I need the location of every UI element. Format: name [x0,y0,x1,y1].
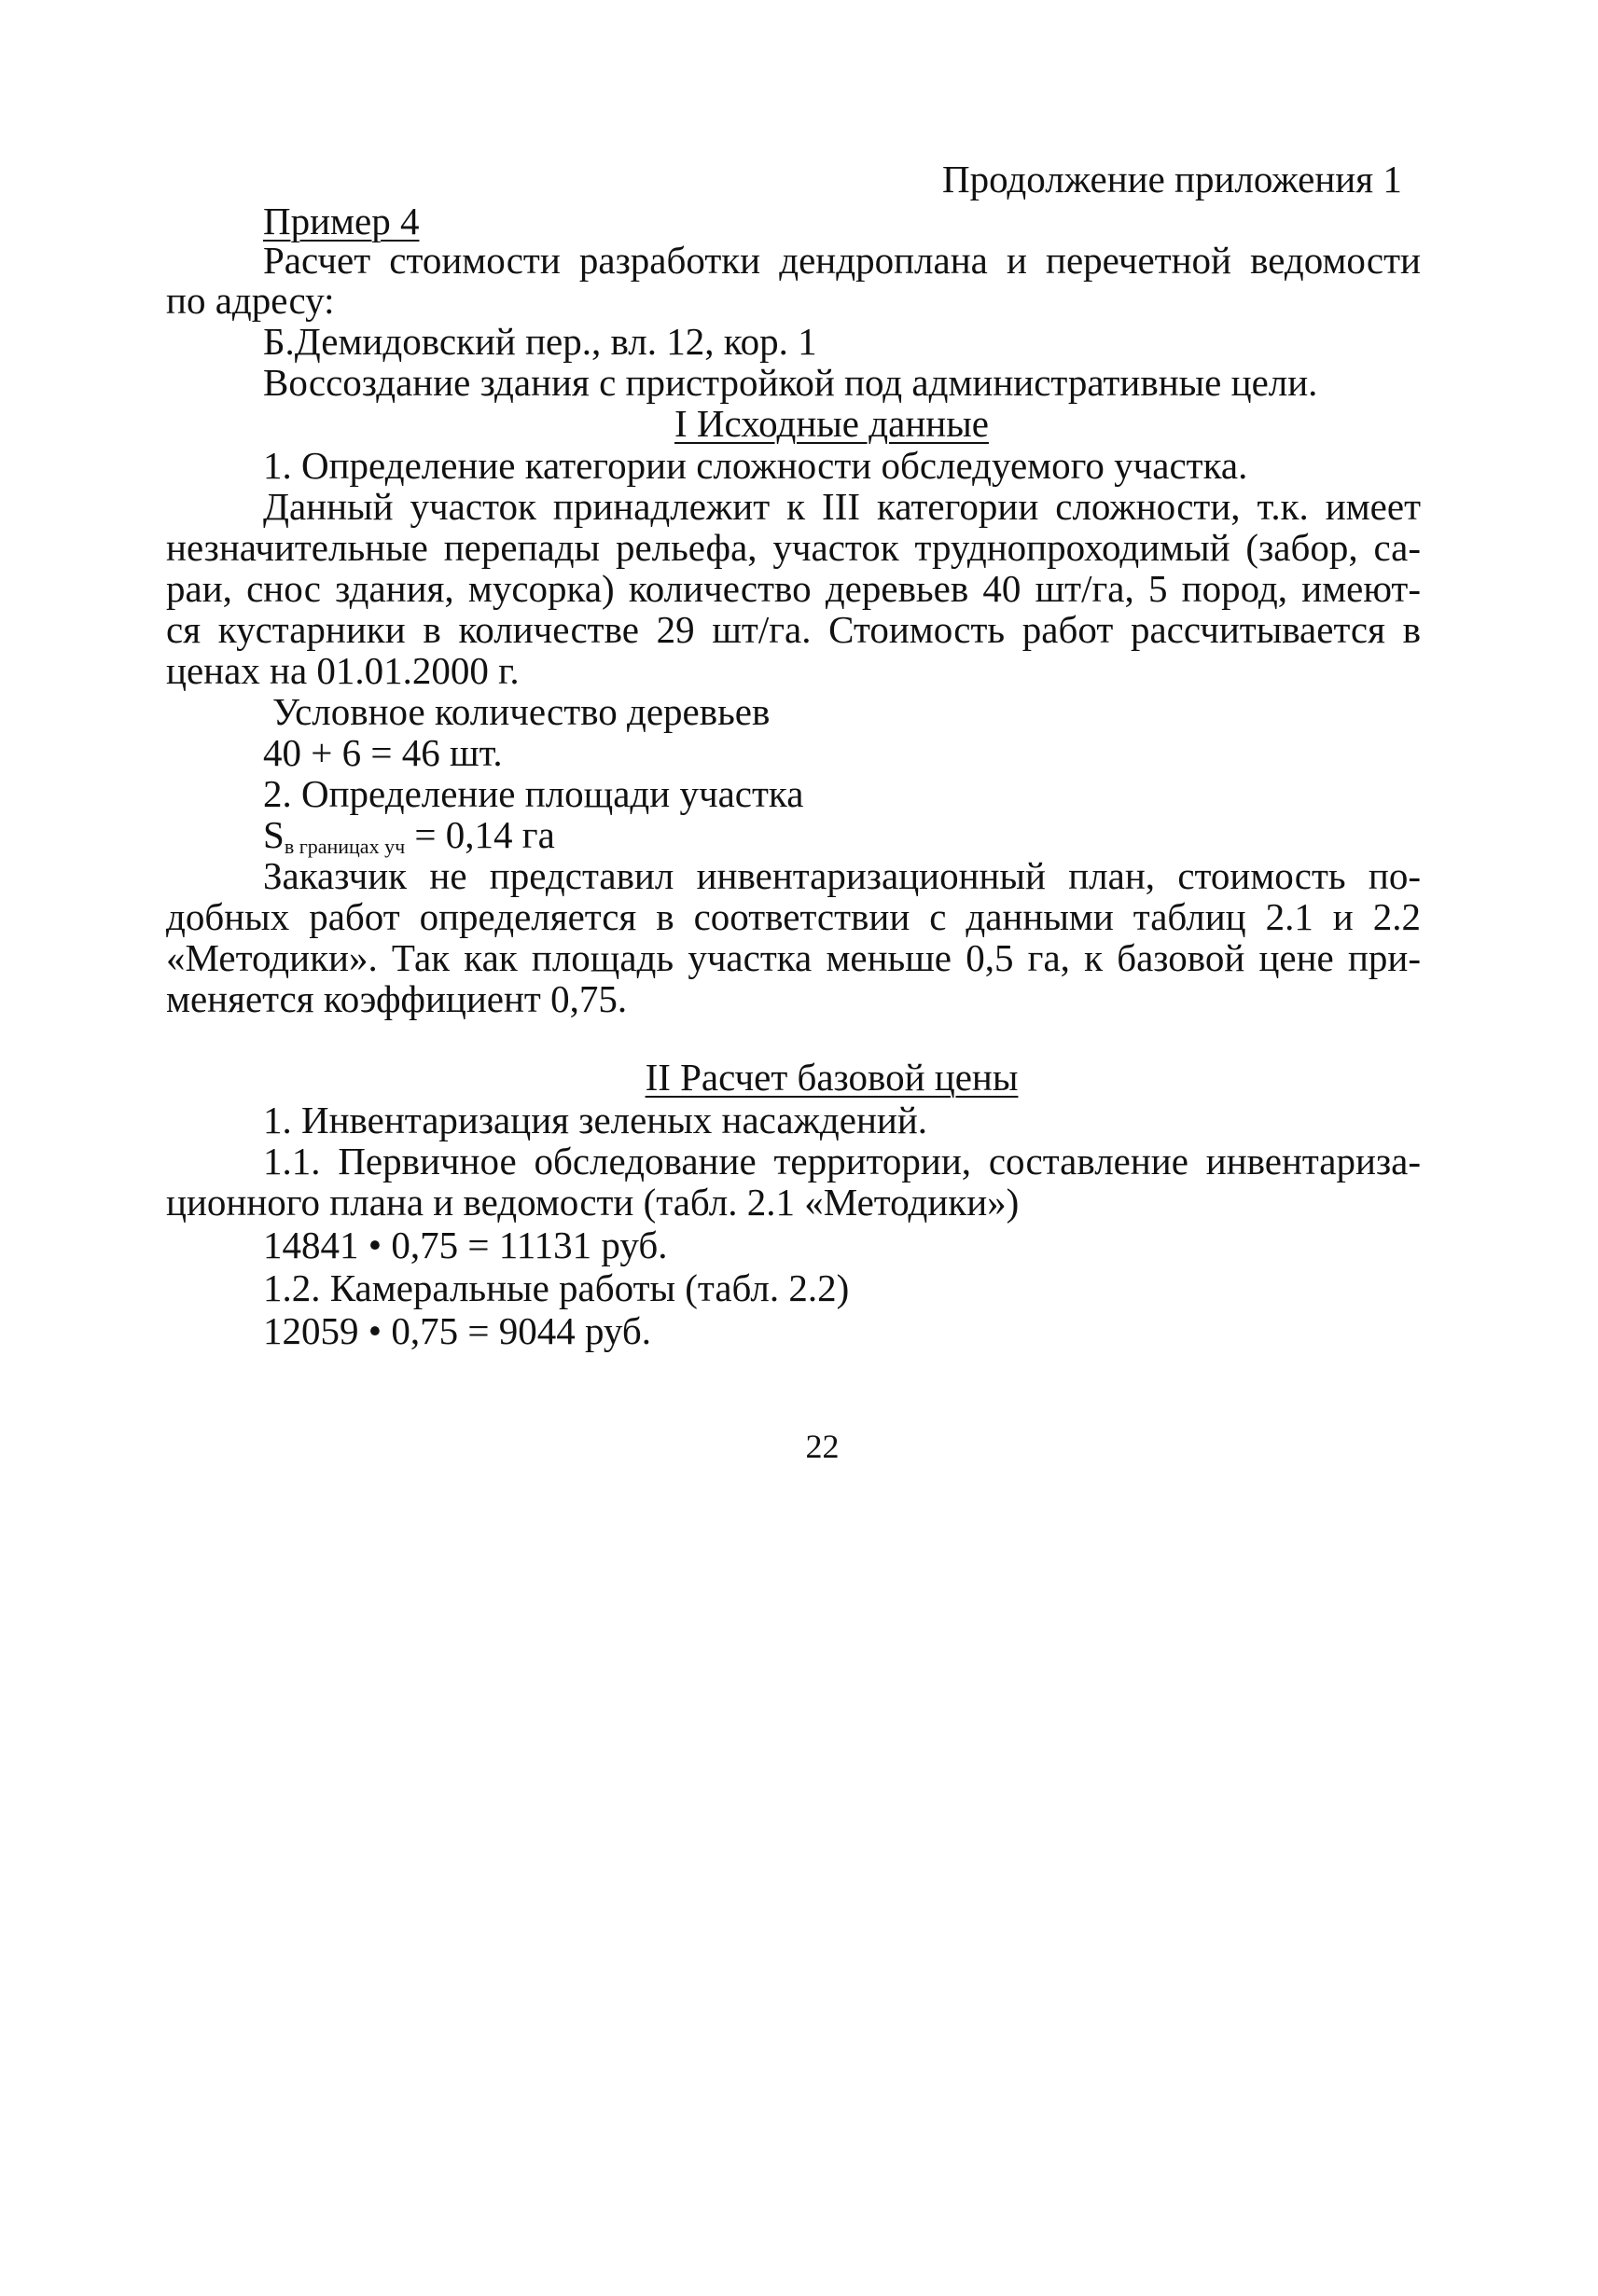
conditional-trees-label: Условное количество деревьев [272,690,771,733]
continuation-note: Продолжение приложения 1 [942,158,1402,201]
paragraph-1-line-4: ся кустарники в количестве 29 шт/га. Стоимость работ рассчитывается в [166,608,1421,651]
paragraph-2-line-3: «Методики». Так как площадь участка меньше 0,5 га, к базовой цене при- [166,936,1421,979]
calculation-1: 14841 • 0,75 = 11131 руб. [263,1224,668,1266]
area-symbol: S [263,813,285,856]
trees-formula: 40 + 6 = 46 шт. [263,731,503,774]
section-2-item-1-2: 1.2. Камеральные работы (табл. 2.2) [263,1266,850,1309]
paragraph-1-line-1: Данный участок принадлежит к III категории сложности, т.к. имеет [263,485,1421,528]
section-2-item-1: 1. Инвентаризация зеленых насаждений. [263,1099,928,1141]
area-value: = 0,14 га [414,813,555,856]
section-1-item-2: 2. Определение площади участка [263,772,804,815]
section-1-heading: I Исходные данные [674,402,989,445]
example-title: Пример 4 [263,200,420,242]
paragraph-2-line-4: меняется коэффициент 0,75. [166,977,628,1020]
intro-line-1: Расчет стоимости разработки дендроплана и перечетной ведомости [263,239,1421,282]
intro-line-2: по адресу: [166,279,335,322]
purpose-line: Воссоздание здания с пристройкой под административные цели. [263,361,1318,404]
area-subscript: в границах уч [284,835,406,858]
paragraph-2-line-1: Заказчик не представил инвентаризационный план, стоимость по- [263,854,1421,897]
section-2-heading: II Расчет базовой цены [645,1056,1019,1099]
section-2-item-1-1-line-2: ционного плана и ведомости (табл. 2.1 «Методики») [166,1181,1020,1224]
paragraph-2-line-2: добных работ определяется в соответствии с данными таблиц 2.1 и 2.2 [166,895,1421,938]
paragraph-1-line-3: раи, снос здания, мусорка) количество деревьев 40 шт/га, 5 пород, имеют- [166,567,1421,610]
calculation-2: 12059 • 0,75 = 9044 руб. [263,1309,652,1352]
page-number: 22 [805,1428,840,1465]
section-2-item-1-1-line-1: 1.1. Первичное обследование территории, составление инвентариза- [263,1140,1421,1183]
address-line: Б.Демидовский пер., вл. 12, кор. 1 [263,320,817,363]
paragraph-1-line-2: незначительные перепады рельефа, участок труднопроходимый (забор, са- [166,526,1421,569]
area-formula [263,812,555,859]
paragraph-1-line-5: ценах на 01.01.2000 г. [166,649,520,692]
section-1-item-1: 1. Определение категории сложности обследуемого участка. [263,444,1248,487]
